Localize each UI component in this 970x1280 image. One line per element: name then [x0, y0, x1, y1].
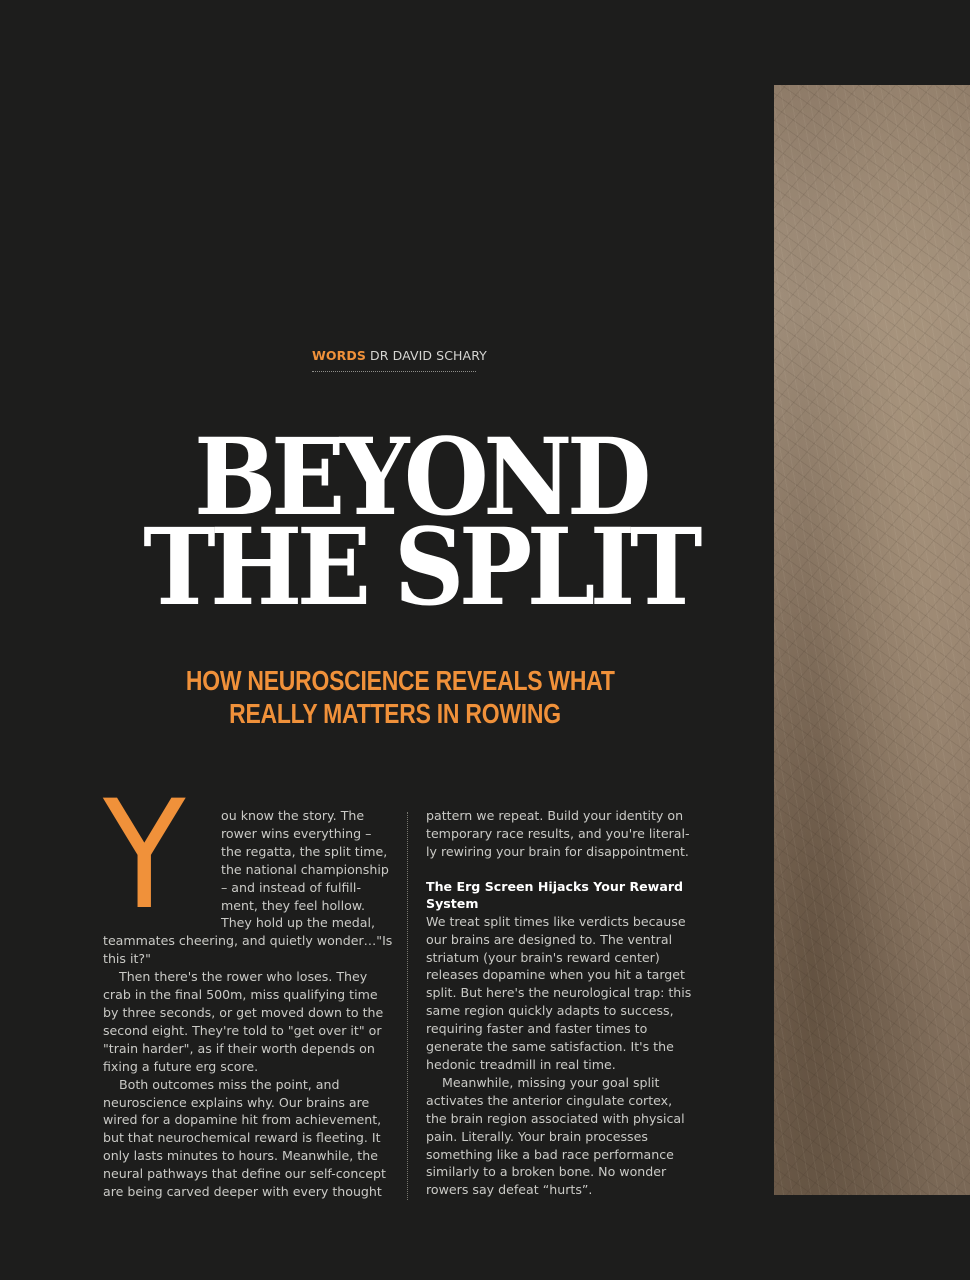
paragraph: Meanwhile, missing your goal split activates the anterior cingulate cortex, the brain region associated with physical pain. Literally. Your brain processes something like a bad race performance similarly to a broken bone. No wonder rowers say defeat “hurts”.: [426, 1074, 685, 1198]
byline: [312, 348, 487, 372]
headline-line-1: BEYOND: [194, 414, 646, 539]
feature-photo: [774, 85, 970, 1195]
drop-cap: [103, 769, 215, 943]
photo-texture: [774, 85, 970, 1195]
paragraph: We treat split times like verdicts because our brains are designed to. The ventral striatum (your brain's reward center) releases dopamine when you hit a target split. But here's the neurological trap: this same region quickly adapts to success, requiring faster and faster times to generate the same satisfaction. It's the hedonic treadmill in real time.: [426, 913, 692, 1072]
paragraph: pattern we repeat. Build your identity on temporary race results, and you're literally rewiring your brain for disappointment.: [426, 808, 690, 859]
subtitle-line-1: HOW NEUROSCIENCE REVEALS WHAT: [185, 665, 615, 696]
section-heading: The Erg Screen Hijacks Your Reward System: [426, 878, 684, 912]
paragraph: ou know the story. The rower wins everything – the regatta, the split time, the national championship – and instead of fulfillment, they feel hollow. They hold up the medal, teammates cheering, and quietly wonder…"Is this it?": [103, 808, 393, 967]
article-headline: [126, 414, 715, 629]
byline-author: DR DAVID SCHARY: [370, 348, 487, 363]
column-divider: [407, 812, 408, 1200]
paragraph: Then there's the rower who loses. They crab in the final 500m, miss qualifying time by three seconds, or get moved down to the second eight. They're told to "get over it" or "train harder", as if their worth depends on fixing a future erg score.: [103, 969, 384, 1074]
byline-label: WORDS: [312, 348, 366, 363]
headline-line-2: THE SPLIT: [143, 504, 697, 629]
subtitle-line-2: REALLY MATTERS IN ROWING: [229, 698, 561, 729]
article-subtitle: [185, 664, 615, 730]
paragraph: Both outcomes miss the point, and neuroscience explains why. Our brains are wired for a dopamine hit from achievement, but that neurochemical reward is fleeting. It only lasts minutes to hours. Meanwhile, the neural pathways that define our self-concept are being carved deeper with every thought: [103, 1076, 386, 1200]
drop-cap-letter: Y: [103, 769, 186, 943]
article-column-2: [426, 807, 694, 1199]
article-column-1: [103, 769, 393, 1201]
